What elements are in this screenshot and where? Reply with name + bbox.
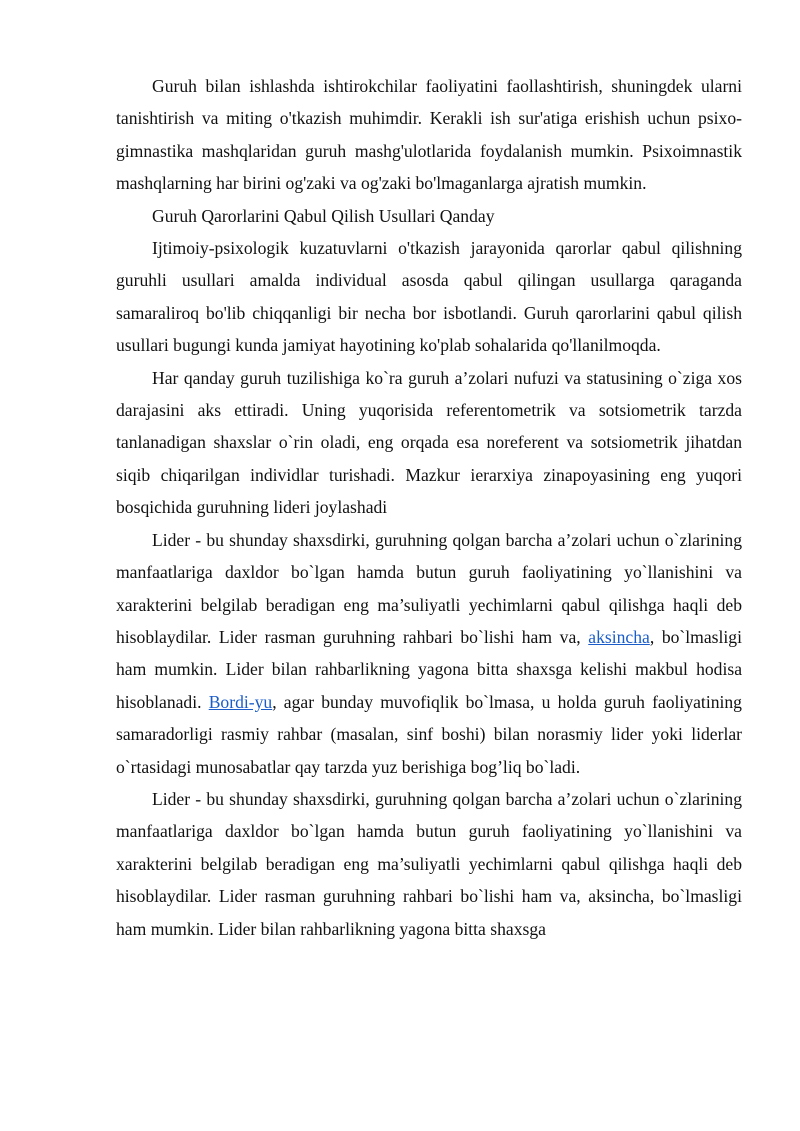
leader-text-part-3: , agar bunday muvofiqlik bo`lmasa, u holda guruh faoliyatining samaradorligi rasmiy rahbar (masalan, sinf boshi) bilan norasmiy lider yoki liderlar o`rtasidagi munosabatlar qay tarzda yuz berishiga bog’liq bo`ladi.	[116, 691, 742, 777]
section-heading: Guruh Qarorlarini Qabul Qilish Usullari Qanday	[152, 205, 495, 226]
paragraph-group-decisions: Ijtimoiy-psixologik kuzatuvlarni o'tkazish jarayonida qarorlar qabul qilishning guruhli usullari amalda individual asosda qabul qilingan usullarga qaraganda samaraliroq bo'lib chiqqanligi bir necha bor isbotlandi. Guruh qarorlarini qabul qilish usullari bugungi kunda jamiyat hayotining ko'plab sohalarida qo'llanilmoqda.	[116, 238, 742, 356]
paragraph-leader-definition	[116, 524, 742, 783]
paragraph-group-structure: Har qanday guruh tuzilishiga ko`ra guruh a’zolari nufuzi va statusining o`ziga xos darajasini aks ettiradi. Uning yuqorisida referentometrik va sotsiometrik tarzda tanlanadigan shaxslar o`rin oladi, eng orqada esa noreferent va sotsiometrik jihatdan siqib chiqarilgan individlar turishadi. Mazkur ierarxiya zinapoyasining eng yuqori bosqichida guruhning lideri joylashadi	[116, 367, 742, 518]
link-aksincha[interactable]: aksincha	[588, 626, 650, 647]
paragraph-leader-definition-repeat: Lider - bu shunday shaxsdirki, guruhning qolgan barcha a’zolari uchun o`zlarining manfaatlariga daxldor bo`lgan hamda butun guruh faoliyatining yo`llanishini va xarakterini belgilab beradigan eng ma’suliyatli yechimlarni qabul qilishga haqli deb hisoblaydilar. Lider rasman guruhning rahbari bo`lishi ham va, aksincha, bo`lmasligi ham mumkin. Lider bilan rahbarlikning yagona bitta shaxsga	[116, 788, 742, 939]
leader-text-part-1: Lider - bu shunday shaxsdirki, guruhning qolgan barcha a’zolari uchun o`zlarining manfaatlariga daxldor bo`lgan hamda butun guruh faoliyatining yo`llanishini va xarakterini belgilab beradigan eng ma’suliyatli yechimlarni qabul qilishga haqli deb hisoblaydilar. Lider rasman guruhning rahbari bo`lishi ham va,	[116, 529, 742, 647]
paragraph-intro: Guruh bilan ishlashda ishtirokchilar faoliyatini faollashtirish, shuningdek ularni tanishtirish va miting o'tkazish muhimdir. Kerakli ish sur'atiga erishish uchun psixo-gimnastika mashqlaridan guruh mashg'ulotlarida foydalanish mumkin. Psixoimnastik mashqlarning har birini og'zaki va og'zaki bo'lmaganlarga ajratish mumkin.	[116, 76, 742, 194]
document-page	[116, 70, 742, 945]
leader-text-part-2: , bo`lmasligi ham mumkin. Lider bilan rahbarlikning yagona bitta shaxsga kelishi makbul hodisa hisoblanadi.	[116, 626, 742, 712]
link-bordi-yu[interactable]: Bordi-yu	[208, 691, 273, 712]
